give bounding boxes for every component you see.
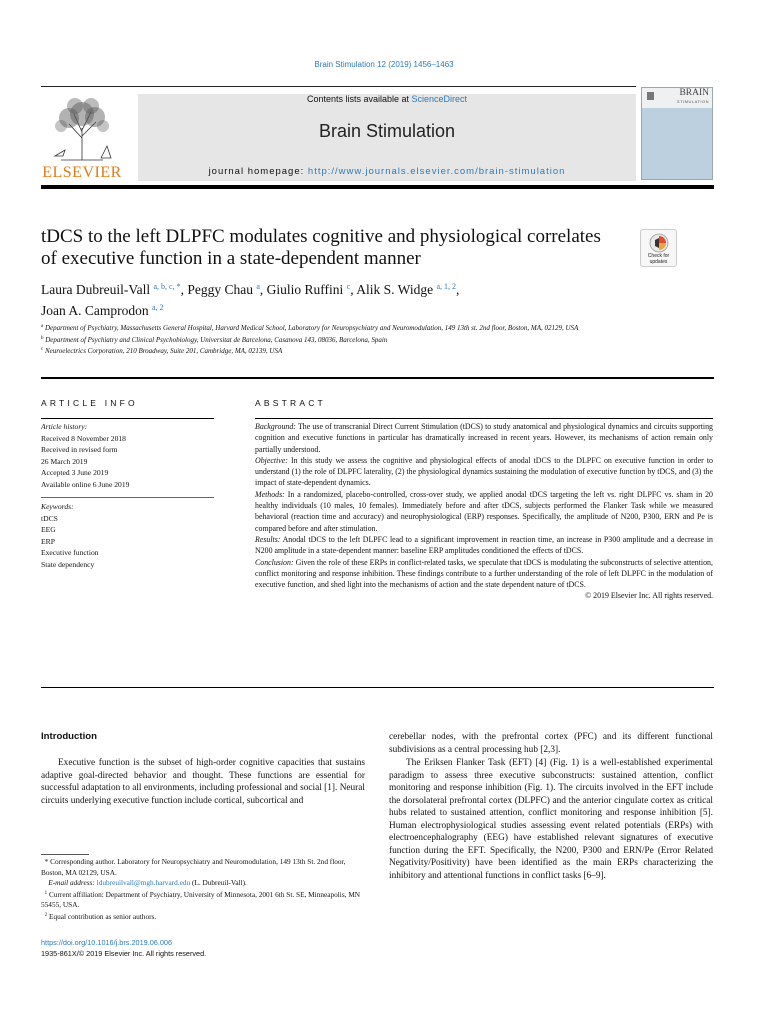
- author-affiliation-marker[interactable]: a: [256, 282, 260, 291]
- keyword-item: tDCS: [41, 513, 58, 523]
- article-title: tDCS to the left DLPFC modulates cognitive and physiological correlates of executive function in a state-dependent manner: [41, 226, 601, 269]
- masthead-rule: [41, 185, 714, 189]
- history-item: Accepted 3 June 2019: [41, 468, 109, 478]
- affiliation-marker: c: [41, 347, 44, 353]
- article-info-rule: [41, 418, 214, 419]
- elsevier-tree-icon: [41, 94, 123, 164]
- history-item: 26 March 2019: [41, 456, 88, 466]
- cover-header: [642, 88, 712, 108]
- affiliation-item: [41, 334, 641, 346]
- keywords-label: Keywords:: [41, 502, 74, 511]
- abstract-section-text: The use of transcranial Direct Current Stimulation (tDCS) to study anatomical and physiological dynamics and circuits supporting cognition and executive functions in particular has dramatically increased in recent years. However, its mechanisms of action remain only partially understood.: [255, 422, 713, 454]
- footnote-text: Equal contribution as senior authors.: [48, 911, 157, 921]
- keyword-item: ERP: [41, 536, 55, 546]
- footnote-text: Current affiliation: Department of Psychiatry, University of Minnesota, 2001 6th St. SE, Minneapolis, MN 55455, USA.: [41, 889, 361, 910]
- affiliation-item: [41, 345, 641, 357]
- keyword-item: EEG: [41, 525, 56, 535]
- abstract-section-label: Results:: [255, 534, 281, 544]
- affiliations: [41, 322, 641, 357]
- homepage-label: journal homepage:: [208, 166, 308, 177]
- keywords-rule: [41, 497, 214, 498]
- affiliation-item: [41, 322, 641, 334]
- history-item: Received in revised form: [41, 445, 118, 455]
- abstract-bottom-rule: [41, 687, 714, 688]
- footnote-1: $^1$ Current affiliation: Department of Psychiatry, University of Minnesota, 2001 6th St. SE, Minneapolis, MN 55455, USA.: [41, 889, 361, 910]
- homepage-line: [138, 166, 636, 177]
- author-name[interactable]: Joan A. Camprodon: [41, 303, 149, 318]
- affiliation-marker: b: [41, 335, 44, 341]
- author-separator: ,: [456, 282, 460, 297]
- author-affiliation-marker[interactable]: c: [346, 282, 351, 291]
- section-rule: [41, 377, 714, 379]
- header-rule: [41, 86, 636, 87]
- author-affiliation-marker[interactable]: a, b, c, *: [153, 282, 181, 291]
- cover-logo-icon: [647, 92, 654, 100]
- abstract-body: [255, 421, 713, 602]
- abstract-section-text: Given the role of these ERPs in conflict-related tasks, we speculate that tDCS is modulating the subconstructs of selective attention, conflict monitoring and response inhibition. These findings contribute to a further understanding of the role of left DLPFC in the modulation of executive function, and shed light into the mechanisms of action and the state dependent nature of tDCS.: [255, 557, 713, 590]
- contents-prefix: Contents lists available at: [306, 94, 412, 104]
- abstract-section-text: In this study we assess the cognitive and physiological effects of anodal tDCS to the DLPFC on executive function in order to understand (1) the role of DLPFC laterality, (2) the physiological dynamics sustaining the modulation of executive function by tDCS, and (3) the impact of state-dependent dynamics.: [255, 455, 713, 488]
- abstract-section: [255, 455, 713, 489]
- author-separator: ,: [259, 282, 267, 297]
- history-item: Received 8 November 2018: [41, 433, 126, 443]
- abstract-section-label: Conclusion:: [255, 557, 294, 567]
- article-history: [41, 421, 214, 491]
- elsevier-logo[interactable]: [41, 94, 123, 182]
- journal-reference[interactable]: Brain Stimulation 12 (2019) 1456–1463: [314, 60, 454, 69]
- abstract-section: [255, 534, 713, 557]
- contents-line: [138, 94, 636, 104]
- author-name[interactable]: Peggy Chau: [187, 282, 253, 297]
- footnote-corresponding: * Corresponding author. Laboratory for Neuropsychiatry and Neuromodulation, 149 13th St. 2nd floor, Boston, MA 02129, USA.: [41, 857, 346, 877]
- history-label: Article history:: [41, 422, 88, 431]
- history-item: Available online 6 June 2019: [41, 479, 130, 489]
- affiliation-text: Department of Psychiatry, Massachusetts General Hospital, Harvard Medical School, Laboratory for Neuropsychiatry and Neuromodulation, 149 13th st. 2nd floor, Boston, MA, 02129, USA: [44, 324, 579, 332]
- introduction-paragraph: Executive function is the subset of high-order cognitive capacities that sustains adaptive goal-directed behavior and thought. These functions are essential for successful adaptation to all environments, including professional and social [1]. Neural circuits underlying executive function include cortical, subcortical and: [41, 758, 365, 806]
- affiliation-text: Neuroelectrics Corporation, 210 Broadway, Suite 201, Cambridge, MA, 02139, USA: [44, 347, 283, 356]
- footnotes: [41, 857, 365, 923]
- footnote-rule: [41, 854, 89, 855]
- issn-line: 1935-861X/© 2019 Elsevier Inc. All rights reserved.: [41, 949, 207, 958]
- introduction-heading: Introduction: [41, 731, 97, 742]
- check-for-updates-button[interactable]: [640, 229, 677, 267]
- publisher-name: ELSEVIER: [42, 164, 122, 181]
- doi-link[interactable]: https://doi.org/10.1016/j.brs.2019.06.006: [41, 938, 173, 947]
- abstract-section-label: Objective:: [255, 455, 288, 465]
- author-name[interactable]: Giulio Ruffini: [266, 282, 344, 297]
- footnote-email: [41, 878, 365, 889]
- author-separator: ,: [350, 282, 357, 297]
- introduction-paragraph-continued: cerebellar nodes, with the prefrontal cortex (PFC) and its different functional subdivisions as a central processing hub [2,3].: [389, 732, 713, 755]
- abstract-section: [255, 421, 713, 455]
- footnote-2: $^2$ Equal contribution as senior authors.: [44, 911, 157, 921]
- keyword-item: State dependency: [41, 559, 95, 569]
- abstract-heading: ABSTRACT: [255, 398, 326, 408]
- author-list: [41, 278, 681, 320]
- author-separator: ,: [180, 282, 188, 297]
- author-affiliation-marker[interactable]: a, 1, 2: [436, 282, 457, 291]
- author-name[interactable]: Alik S. Widge: [356, 282, 434, 297]
- abstract-section-label: Background:: [255, 422, 296, 431]
- journal-masthead: [138, 94, 636, 181]
- abstract-section-text: Anodal tDCS to the left DLPFC lead to a significant improvement in reaction time, an increase in P300 amplitude and a decrease in N200 amplitude in a state-dependent manner: baseline ERP amplitudes conditioned the effects of tDCS.: [255, 534, 713, 556]
- homepage-link[interactable]: http://www.journals.elsevier.com/brain-stimulation: [307, 166, 566, 177]
- article-info-heading: ARTICLE INFO: [41, 398, 138, 408]
- email-link[interactable]: ldubreuilvall@mgh.harvard.edu: [96, 878, 191, 888]
- email-label: E-mail address:: [48, 878, 95, 888]
- cover-title: BRAIN: [679, 88, 709, 98]
- footnote-text: Corresponding author. Laboratory for Neuropsychiatry and Neuromodulation, 149 13th St. 2nd floor, Boston, MA 02129, USA.: [41, 857, 346, 877]
- copyright: © 2019 Elsevier Inc. All rights reserved.: [585, 591, 713, 601]
- affiliation-marker: a: [41, 324, 44, 329]
- introduction-paragraph: The Eriksen Flanker Task (EFT) [4] (Fig. 1) is a well-established experimental paradigm to assess three executive subconstructs: sustained attention, conflict monitoring and response inhibition (Fig. 1). The circuits involved in the EFT include the dorsolateral prefrontal cortex (DLPFC) and the anterior cingulate cortex as critical hubs related to sustained attention, conflict monitoring and response inhibition [5]. Human electrophysiological studies assessing event related potentials (ERPs) with electroencephalography (EEG) have established relevant signatures of executive function during the EFT. Specifically, the N200, P300 and ERN/Pe (Error Related Negativity/Positivity) have been identified as the main ERPs characterizing the inhibitory and attentional functions in conflict tasks [6–9].: [389, 758, 713, 881]
- keywords: [41, 501, 214, 571]
- sciencedirect-link[interactable]: ScienceDirect: [411, 94, 468, 104]
- author-affiliation-marker[interactable]: a, 2: [152, 303, 164, 312]
- abstract-section-text: In a randomized, placebo-controlled, cross-over study, we applied anodal tDCS targeting the left vs. right DLPFC vs. sham in 20 healthy individuals (10 males, 10 females). Immediately before and after tDCS, subjects performed the Flanker Task while we measured behavioral (reaction time and accuracy) and neurophysiological (ERP) responses. Specifically, the amplitude of N200, P300, ERN and Pe is compared before and after stimulation.: [255, 489, 713, 533]
- journal-cover-thumbnail[interactable]: [641, 87, 713, 180]
- cover-subtitle: STIMULATION: [676, 99, 709, 104]
- keyword-item: Executive function: [41, 548, 99, 558]
- abstract-section-label: Methods:: [255, 489, 285, 499]
- journal-title: Brain Stimulation: [318, 121, 456, 141]
- abstract-rule: [255, 418, 713, 419]
- affiliation-text: Department of Psychiatry and Clinical Psychobiology, Universitat de Barcelona, Casanova 143, 08036, Barcelona, Spain: [45, 335, 388, 344]
- check-updates-icon: [649, 233, 669, 253]
- abstract-section: [255, 489, 713, 534]
- author-name[interactable]: Laura Dubreuil-Vall: [41, 282, 151, 297]
- check-updates-label: Check for updates: [647, 253, 670, 265]
- email-suffix: (L. Dubreuil-Vall).: [191, 878, 247, 888]
- abstract-section: [255, 557, 713, 591]
